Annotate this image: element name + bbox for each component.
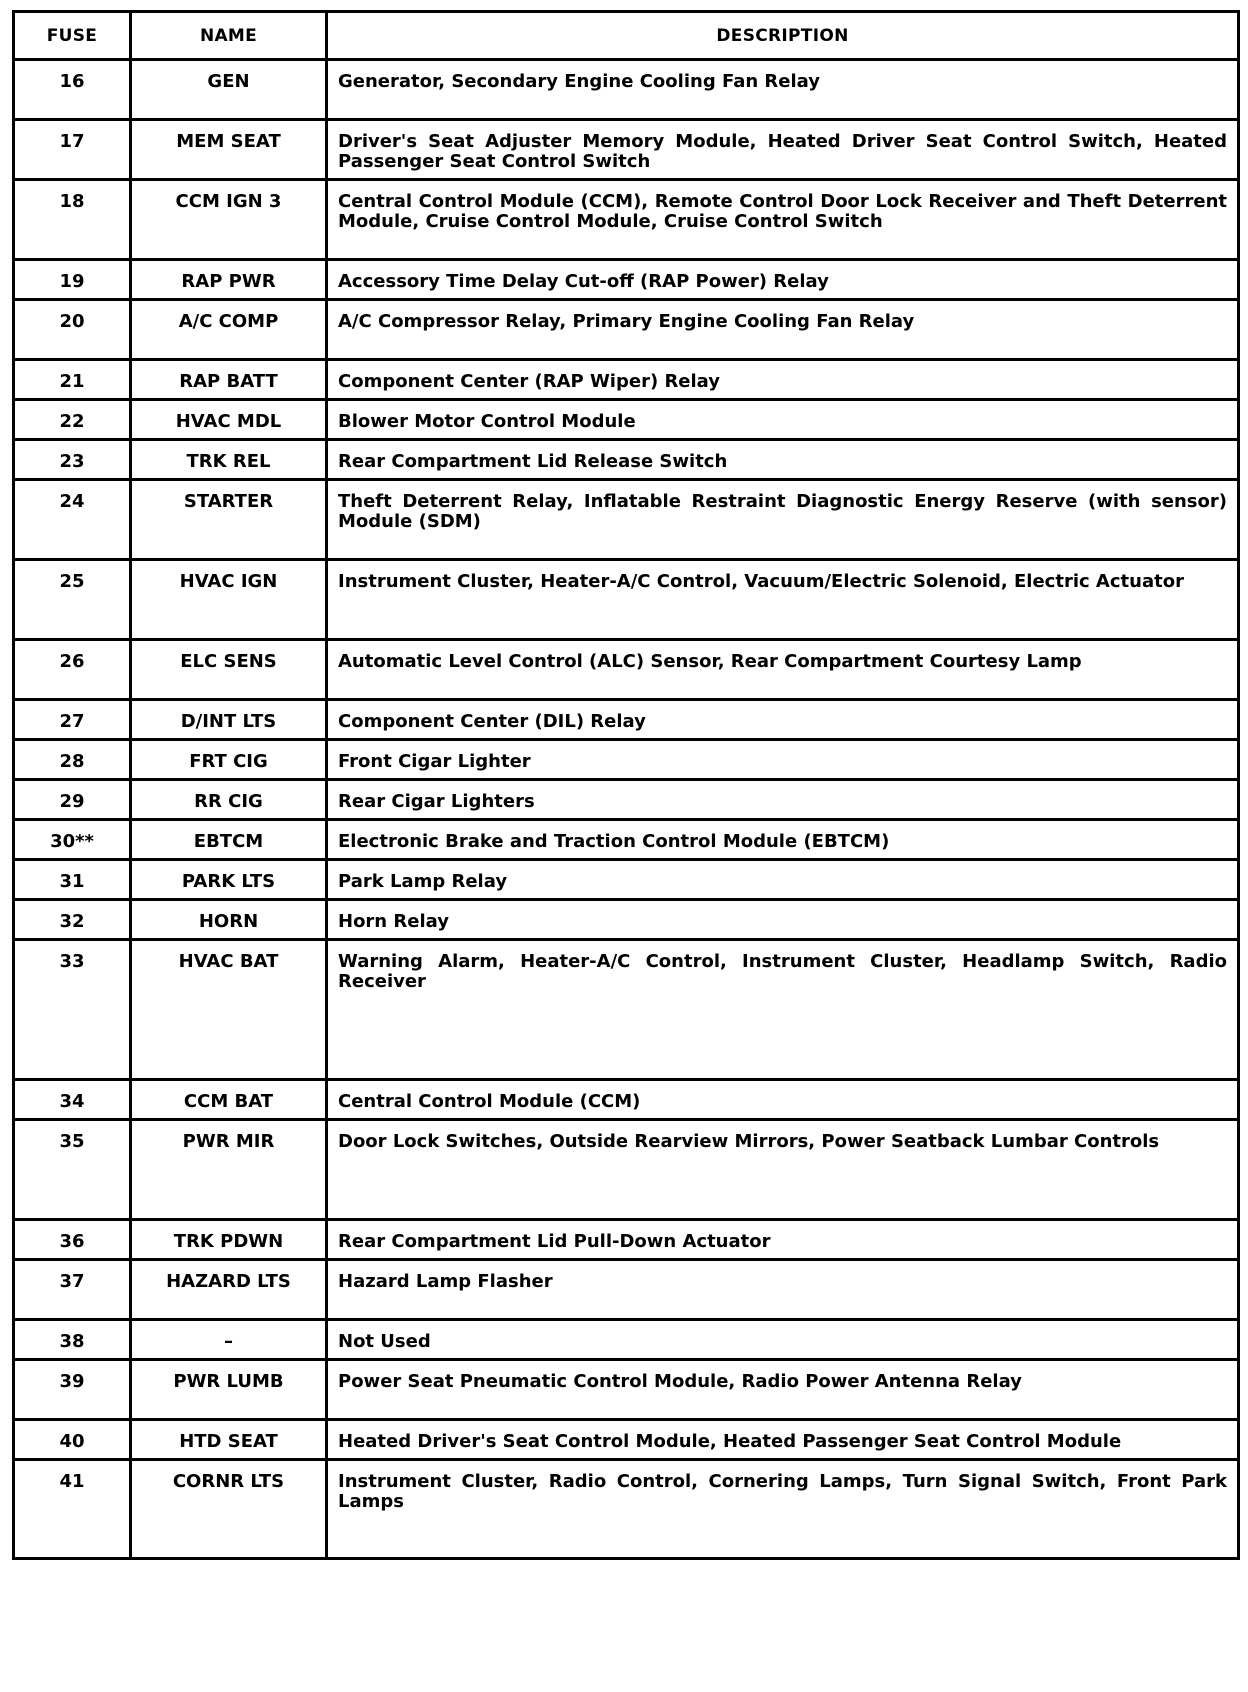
name-cell: HVAC BAT <box>132 941 328 1081</box>
name-cell: STARTER <box>132 481 328 561</box>
table-row <box>15 941 1237 1081</box>
description-cell: Component Center (RAP Wiper) Relay <box>328 361 1237 401</box>
fuse-cell: 31 <box>15 861 132 901</box>
description-cell: Blower Motor Control Module <box>328 401 1237 441</box>
fuse-cell: 24 <box>15 481 132 561</box>
name-cell: PWR MIR <box>132 1121 328 1221</box>
header-row <box>15 13 1237 61</box>
fuse-cell: 35 <box>15 1121 132 1221</box>
description-cell: Not Used <box>328 1321 1237 1361</box>
fuse-table <box>12 10 1240 1560</box>
table-row <box>15 861 1237 901</box>
name-cell: GEN <box>132 61 328 121</box>
description-cell: Driver's Seat Adjuster Memory Module, Heated Driver Seat Control Switch, Heated Passenger Seat Control Switch <box>328 121 1237 181</box>
table-row <box>15 121 1237 181</box>
table-row <box>15 301 1237 361</box>
name-cell: CORNR LTS <box>132 1461 328 1557</box>
table-row <box>15 1121 1237 1221</box>
description-cell: Horn Relay <box>328 901 1237 941</box>
fuse-cell: 40 <box>15 1421 132 1461</box>
description-cell: Theft Deterrent Relay, Inflatable Restraint Diagnostic Energy Reserve (with sensor) Module (SDM) <box>328 481 1237 561</box>
description-cell: Central Control Module (CCM), Remote Control Door Lock Receiver and Theft Deterrent Module, Cruise Control Module, Cruise Control Switch <box>328 181 1237 261</box>
name-cell: – <box>132 1321 328 1361</box>
name-cell: PWR LUMB <box>132 1361 328 1421</box>
table-row <box>15 1421 1237 1461</box>
fuse-cell: 27 <box>15 701 132 741</box>
table-row <box>15 401 1237 441</box>
description-cell: Instrument Cluster, Radio Control, Cornering Lamps, Turn Signal Switch, Front Park Lamps <box>338 1471 1227 1512</box>
description-cell: Hazard Lamp Flasher <box>328 1261 1237 1321</box>
table-row <box>15 821 1237 861</box>
name-cell: MEM SEAT <box>132 121 328 181</box>
description-cell: Heated Driver's Seat Control Module, Heated Passenger Seat Control Module <box>328 1421 1237 1461</box>
name-cell: HVAC MDL <box>132 401 328 441</box>
header-name: NAME <box>132 13 328 61</box>
name-cell: RAP PWR <box>132 261 328 301</box>
fuse-cell: 21 <box>15 361 132 401</box>
description-cell: Door Lock Switches, Outside Rearview Mirrors, Power Seatback Lumbar Controls <box>328 1121 1237 1221</box>
fuse-cell: 28 <box>15 741 132 781</box>
table-row <box>15 441 1237 481</box>
description-cell: Electronic Brake and Traction Control Module (EBTCM) <box>328 821 1237 861</box>
table-row <box>15 1461 1237 1557</box>
description-cell: Warning Alarm, Heater-A/C Control, Instrument Cluster, Headlamp Switch, Radio Receiver <box>328 941 1237 1081</box>
name-cell: CCM IGN 3 <box>132 181 328 261</box>
name-cell: HAZARD LTS <box>132 1261 328 1321</box>
header-fuse: FUSE <box>15 13 132 61</box>
description-cell: Rear Compartment Lid Pull-Down Actuator <box>328 1221 1237 1261</box>
fuse-cell: 41 <box>15 1461 132 1557</box>
fuse-cell: 38 <box>15 1321 132 1361</box>
fuse-cell: 30** <box>15 821 132 861</box>
table-row <box>15 181 1237 261</box>
table-row <box>15 1321 1237 1361</box>
table-row <box>15 701 1237 741</box>
fuse-cell: 29 <box>15 781 132 821</box>
table-row <box>15 1261 1237 1321</box>
name-cell: ELC SENS <box>132 641 328 701</box>
description-cell: Power Seat Pneumatic Control Module, Radio Power Antenna Relay <box>328 1361 1237 1421</box>
table-row <box>15 901 1237 941</box>
name-cell: TRK REL <box>132 441 328 481</box>
name-cell: RAP BATT <box>132 361 328 401</box>
table-body <box>15 61 1237 1557</box>
fuse-cell: 20 <box>15 301 132 361</box>
name-cell: HORN <box>132 901 328 941</box>
name-cell: RR CIG <box>132 781 328 821</box>
table-row <box>15 1361 1237 1421</box>
description-cell: Rear Compartment Lid Release Switch <box>328 441 1237 481</box>
name-cell: HTD SEAT <box>132 1421 328 1461</box>
fuse-cell: 33 <box>15 941 132 1081</box>
description-cell: A/C Compressor Relay, Primary Engine Cooling Fan Relay <box>328 301 1237 361</box>
description-cell: Rear Cigar Lighters <box>328 781 1237 821</box>
fuse-cell: 22 <box>15 401 132 441</box>
description-cell: Accessory Time Delay Cut-off (RAP Power) Relay <box>328 261 1237 301</box>
header-description: DESCRIPTION <box>328 13 1237 61</box>
description-cell: Front Cigar Lighter <box>328 741 1237 781</box>
table-row <box>15 481 1237 561</box>
name-cell: EBTCM <box>132 821 328 861</box>
fuse-cell: 34 <box>15 1081 132 1121</box>
fuse-cell: 16 <box>15 61 132 121</box>
fuse-cell: 37 <box>15 1261 132 1321</box>
table-row <box>15 1221 1237 1261</box>
table-row <box>15 361 1237 401</box>
fuse-cell: 23 <box>15 441 132 481</box>
fuse-cell: 17 <box>15 121 132 181</box>
description-cell: Instrument Cluster, Heater-A/C Control, Vacuum/Electric Solenoid, Electric Actuator <box>328 561 1237 641</box>
name-cell: HVAC IGN <box>132 561 328 641</box>
fuse-cell: 32 <box>15 901 132 941</box>
table-row <box>15 261 1237 301</box>
name-cell: PARK LTS <box>132 861 328 901</box>
fuse-cell: 26 <box>15 641 132 701</box>
name-cell: TRK PDWN <box>132 1221 328 1261</box>
table-row <box>15 61 1237 121</box>
name-cell: FRT CIG <box>132 741 328 781</box>
description-cell: Component Center (DIL) Relay <box>328 701 1237 741</box>
description-cell: Park Lamp Relay <box>328 861 1237 901</box>
name-cell: CCM BAT <box>132 1081 328 1121</box>
table-row <box>15 1081 1237 1121</box>
fuse-cell: 19 <box>15 261 132 301</box>
fuse-cell: 18 <box>15 181 132 261</box>
fuse-cell: 25 <box>15 561 132 641</box>
fuse-table-page <box>12 10 1240 1560</box>
description-cell: Central Control Module (CCM) <box>328 1081 1237 1121</box>
fuse-cell: 39 <box>15 1361 132 1421</box>
table-row <box>15 781 1237 821</box>
description-cell: Automatic Level Control (ALC) Sensor, Rear Compartment Courtesy Lamp <box>328 641 1237 701</box>
table-row <box>15 741 1237 781</box>
name-cell: D/INT LTS <box>132 701 328 741</box>
table-row <box>15 641 1237 701</box>
description-cell: Generator, Secondary Engine Cooling Fan Relay <box>328 61 1237 121</box>
name-cell: A/C COMP <box>132 301 328 361</box>
fuse-cell: 36 <box>15 1221 132 1261</box>
table-row <box>15 561 1237 641</box>
